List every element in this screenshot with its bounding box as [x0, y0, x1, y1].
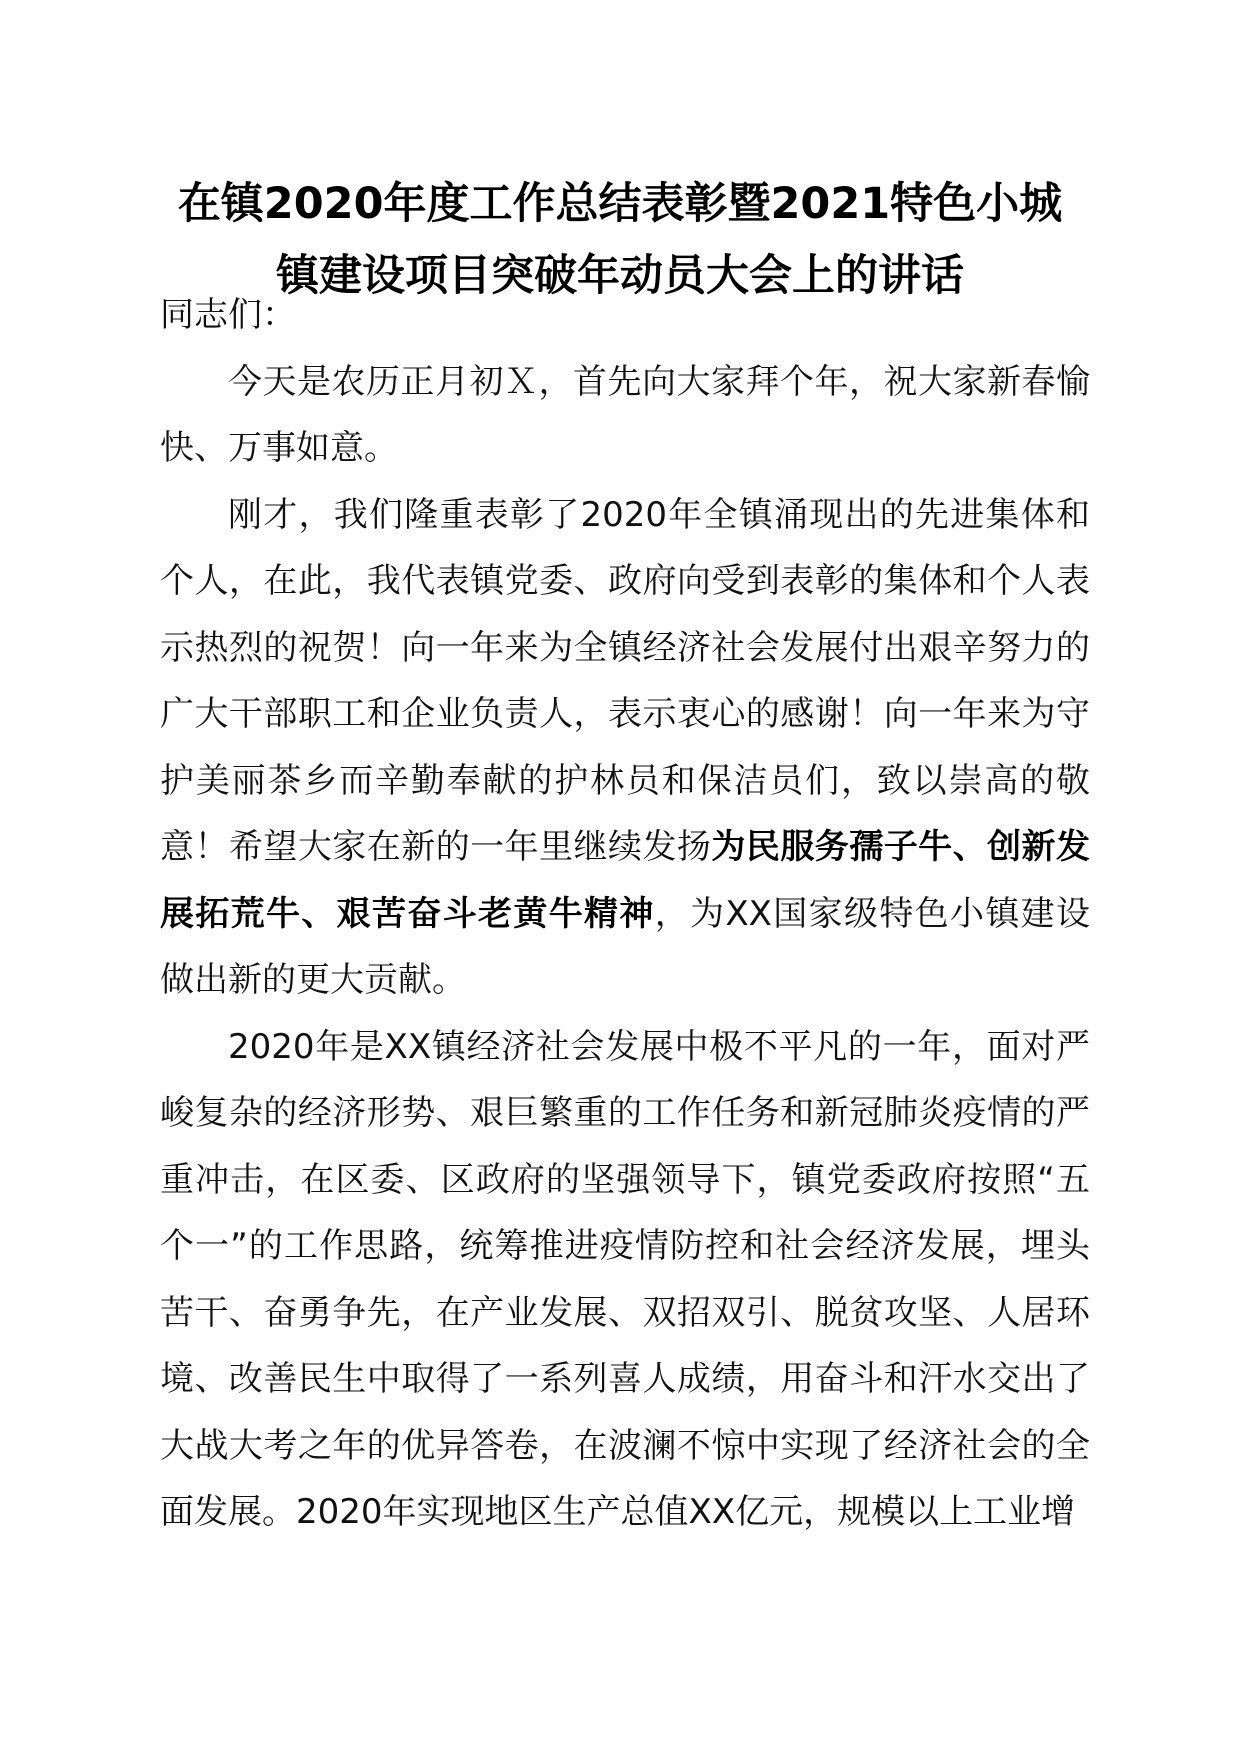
salutation: 同志们： [160, 295, 296, 335]
document-body [160, 282, 1090, 1546]
paragraph-commendation-text: 刚才，我们隆重表彰了2020年全镇涌现出的先进集体和个人，在此，我代表镇党委、政府向受到表彰的集体和个人表示热烈的祝贺！向一年来为全镇经济社会发展付出艰辛努力的广大干部职工和企业负责人，表示衷心的感谢！向一年来为守护美丽茶乡而辛勤奉献的护林员和保洁员们，致以崇高的敬意！希望大家在新的一年里继续发扬 [160, 494, 1090, 867]
paragraph-commendation-ending: ，为XX国家级特色小镇建设做出新的更大贡献。 [160, 893, 1091, 1000]
paragraph-review-2020: 2020年是XX镇经济社会发展中极不平凡的一年，面对严峻复杂的经济形势、艰巨繁重的工作任务和新冠肺炎疫情的严重冲击，在区委、区政府的坚强领导下，镇党委政府按照“五个一”的工作思路，统筹推进疫情防控和社会经济发展，埋头苦干、奋勇争先，在产业发展、双招双引、脱贫攻坚、人居环境、改善民生中取得了一系列喜人成绩，用奋斗和汗水交出了大战大考之年的优异答卷，在波澜不惊中实现了经济社会的全面发展。2020年实现地区生产总值XX亿元，规模以上工业增 [160, 1026, 1090, 1532]
bold-spirit-phrase: 为民服务孺子牛、创新发展拓荒牛、艰苦奋斗老黄牛精神 [160, 827, 1091, 934]
paragraph-greeting: 今天是农历正月初Ｘ，首先向大家拜个年，祝大家新春愉快、万事如意。 [160, 361, 1090, 468]
title-line-2: 镇建设项目突破年动员大会上的讲话 [276, 251, 964, 301]
title-line-1: 在镇2020年度工作总结表彰暨2021特色小城 [177, 179, 1063, 229]
paragraph-commendation [160, 482, 1090, 1014]
